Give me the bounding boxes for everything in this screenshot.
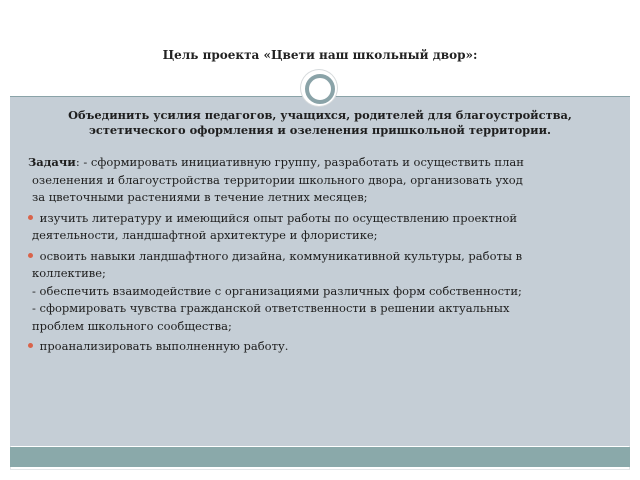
task-line: за цветочными растениями в течение летних месяцев;: [32, 190, 368, 204]
ring-ornament-icon: [301, 70, 337, 106]
slide-title: Цель проекта «Цвети наш школьный двор»:: [162, 48, 478, 62]
tasks-label-colon: :: [75, 155, 80, 169]
task-line: - сформировать чувства гражданской ответственности в решении актуальных: [32, 301, 510, 315]
goal-text: [20, 108, 620, 138]
task-text: - сформировать инициативную группу, разработать и осуществить план: [79, 155, 524, 169]
task-line: озеленения и благоустройства территории школьного двора, организовать уход: [32, 172, 523, 187]
footer-bar: [10, 447, 630, 467]
goal-line: эстетического оформления и озеленения пришкольной территории.: [89, 123, 551, 137]
bullet-dot-icon: [28, 343, 33, 348]
task-bullet-line: [28, 338, 620, 356]
task-text: изучить литературу и имеющийся опыт работы по осуществлению проектной: [36, 210, 518, 225]
task-line: деятельности, ландшафтной архитектуре и флористике;: [32, 228, 378, 242]
task-bullet-line: [28, 248, 620, 266]
task-line: проблем школьного сообщества;: [32, 318, 232, 333]
task-text: освоить навыки ландшафтного дизайна, коммуникативной культуры, работы в: [36, 248, 523, 263]
ring-ornament-inner: [305, 74, 335, 104]
task-bullet-line: [28, 210, 620, 228]
task-line: - обеспечить взаимодействие с организациями различных форм собственности;: [32, 283, 522, 298]
task-text: проанализировать выполненную работу.: [36, 339, 289, 353]
tasks-line: [28, 154, 620, 172]
bullet-dot-icon: [28, 253, 33, 258]
tasks-list: [28, 154, 620, 356]
task-line: коллективе;: [32, 266, 106, 280]
tasks-label: Задачи: [28, 155, 76, 169]
bullet-dot-icon: [28, 215, 33, 220]
goal-line: Объединить усилия педагогов, учащихся, родителей для благоустройства,: [68, 108, 572, 122]
